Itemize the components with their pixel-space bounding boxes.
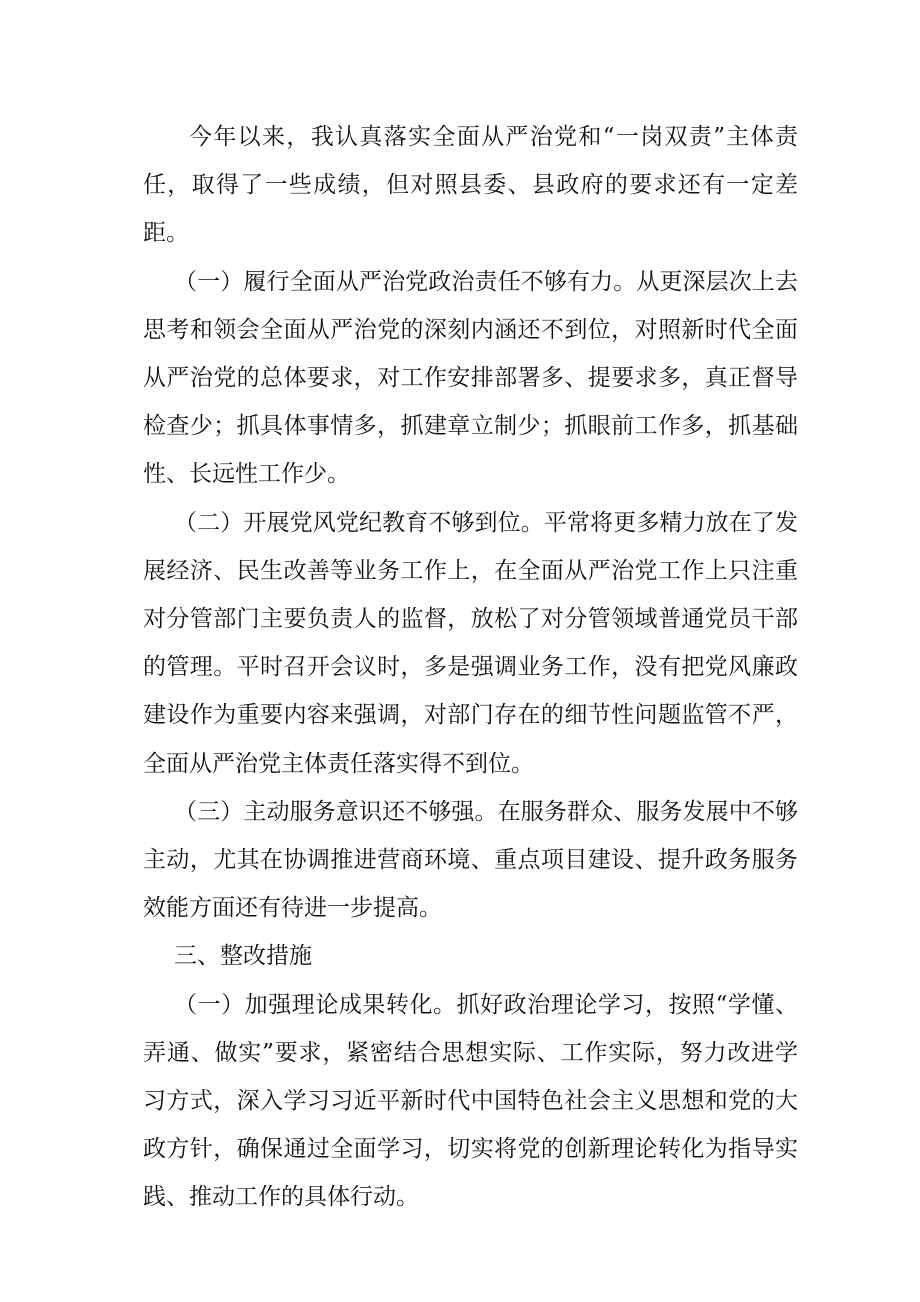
section-heading-rectification: 三、整改措施 — [174, 943, 313, 970]
paragraph-measure-1: （一）加强理论成果转化。抓好政治理论学习，按照“学懂、弄通、做实”要求，紧密结合思想实际、工作实际，努力改进学习方式，深入学习习近平新时代中国特色社会主义思想和党的大政方针，确保通过全面学习，切实将党的创新理论转化为指导实践、推动工作的具体行动。 — [143, 991, 798, 1211]
paragraph-issue-3: （三）主动服务意识还不够强。在服务群众、服务发展中不够主动，尤其在协调推进营商环境、重点项目建设、提升政务服务效能方面还有待进一步提高。 — [143, 798, 798, 922]
paragraph-intro: 今年以来，我认真落实全面从严治党和“一岗双责”主体责任，取得了一些成绩，但对照县委、县政府的要求还有一定差距。 — [143, 124, 798, 247]
paragraph-issue-2: （二）开展党风党纪教育不够到位。平常将更多精力放在了发展经济、民生改善等业务工作上，在全面从严治党工作上只注重对分管部门主要负责人的监督，放松了对分管领域普通党员干部的管理。平时召开会议时，多是强调业务工作，没有把党风廉政建设作为重要内容来强调，对部门存在的细节性问题监管不严，全面从严治党主体责任落实得不到位。 — [143, 509, 798, 777]
document-body — [143, 113, 798, 1222]
paragraph-issue-1: （一）履行全面从严治党政治责任不够有力。从更深层次上去思考和领会全面从严治党的深刻内涵还不到位，对照新时代全面从严治党的总体要求，对工作安排部署多、提要求多，真正督导检查少；抓具体事情多，抓建章立制少；抓眼前工作多，抓基础性、长远性工作少。 — [143, 268, 798, 488]
